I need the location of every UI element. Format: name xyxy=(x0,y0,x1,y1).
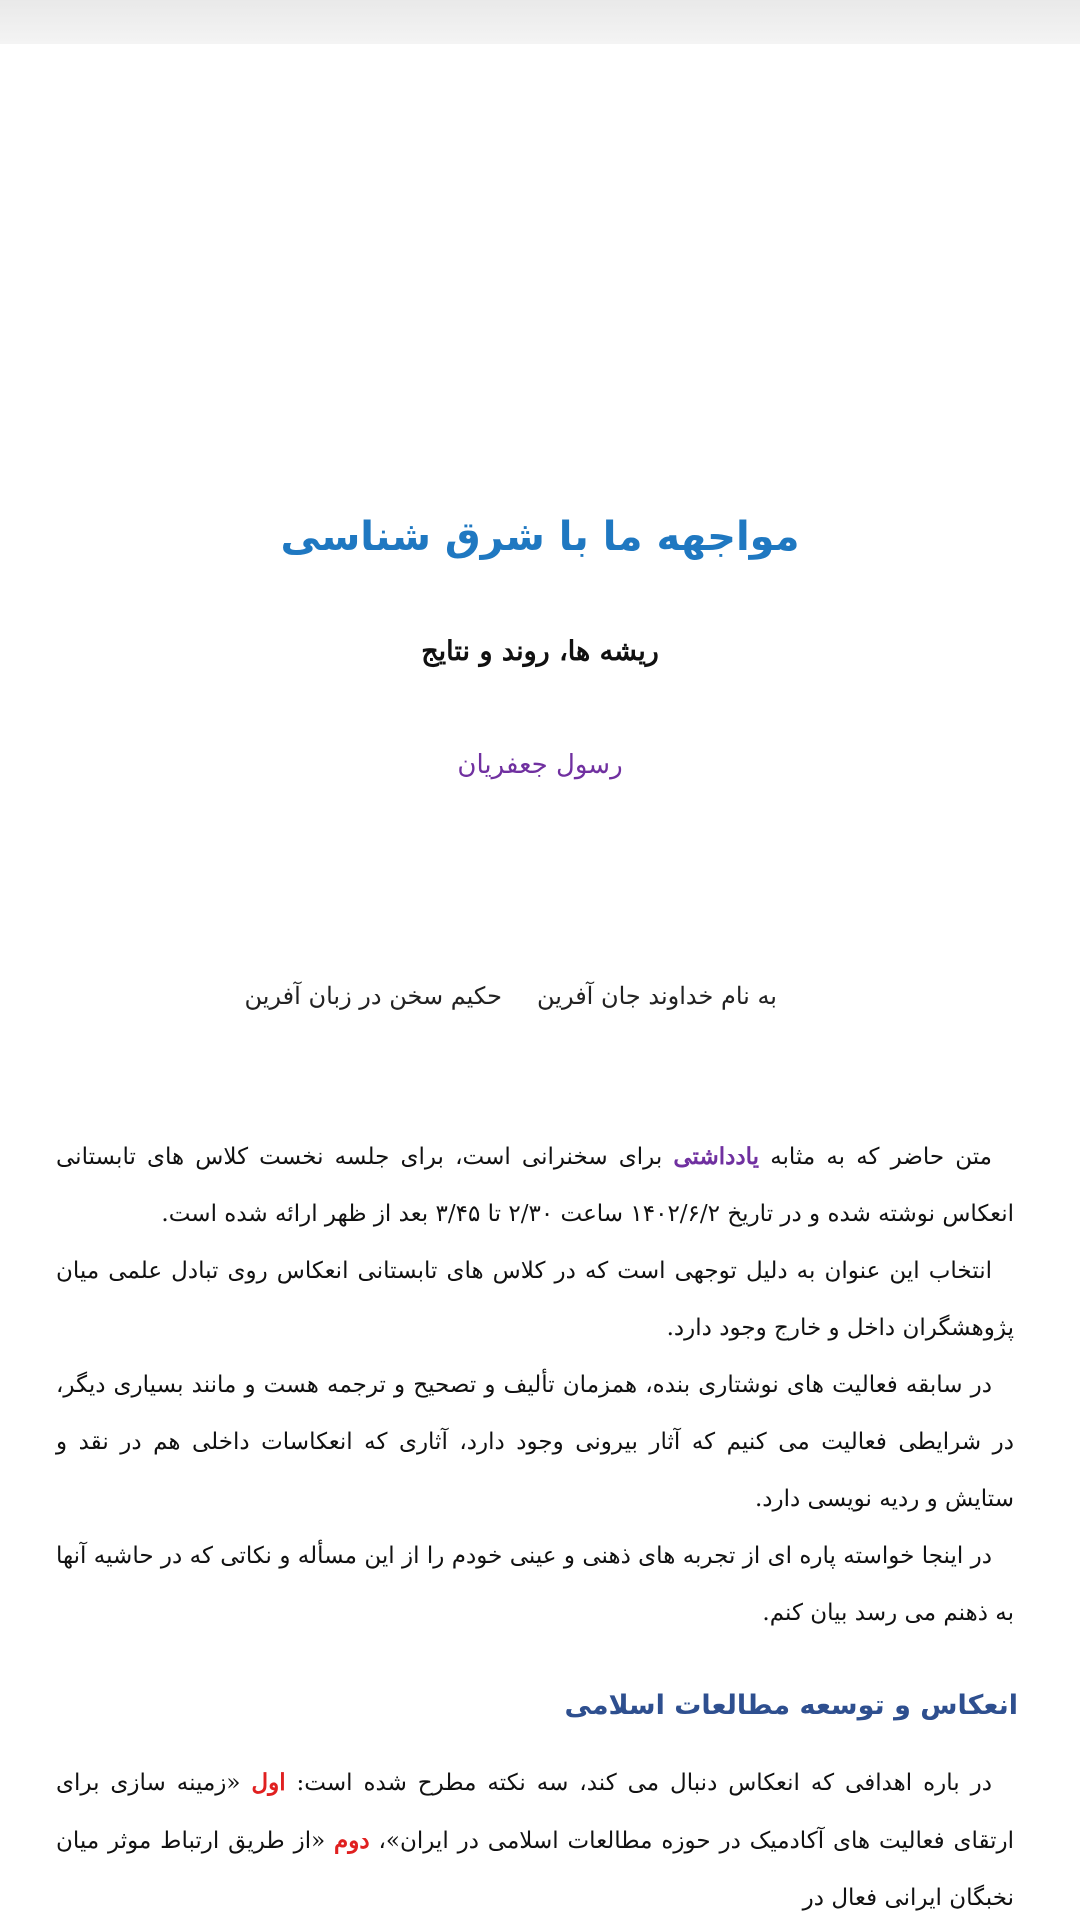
intro-text xyxy=(56,1128,1014,1642)
section-text xyxy=(56,1754,1014,1920)
section-part-1: در باره اهدافی که انعکاس دنبال می کند، سه نکته مطرح شده است: xyxy=(285,1770,992,1796)
poem-hemistich-1: به نام خداوند جان آفرین xyxy=(537,982,777,1010)
section-heading: انعکاس و توسعه مطالعات اسلامی xyxy=(564,1690,1018,1721)
top-status-bar xyxy=(0,0,1080,45)
document-author: رسول جعفریان xyxy=(457,750,623,780)
document-page xyxy=(0,44,1080,1920)
opening-poem xyxy=(0,982,1080,1022)
paragraph-2: انتخاب این عنوان به دلیل توجهی است که در کلاس های تابستانی انعکاس روی تبادل علمی میان پژوهشگران داخل و خارج وجود دارد. xyxy=(56,1258,1014,1341)
section-part-2: «زمینه سازی برای ارتقای فعالیت های آکادمیک در حوزه مطالعات اسلامی در ایران»، xyxy=(56,1770,1014,1854)
first-point-label: اول xyxy=(251,1769,286,1796)
poem-hemistich-2: حکیم سخن در زبان آفرین xyxy=(244,982,502,1010)
paragraph-3: در سابقه فعالیت های نوشتاری بنده، همزمان تألیف و تصحیح و ترجمه هست و مانند بسیاری دیگر، در شرایطی فعالیت می کنیم که آثار بیرونی وجود دارد، آثاری که انعکاسات داخلی هم در نقد و ستایش و ردیه نویسی دارد. xyxy=(56,1372,1014,1512)
second-point-label: دوم xyxy=(334,1827,370,1854)
paragraph-4: در اینجا خواسته پاره ای از تجربه های ذهنی و عینی خودم را از این مسأله و نکاتی که در حاشیه آنها به ذهنم می رسد بیان کنم. xyxy=(56,1543,1014,1626)
section-part-3: «از طریق ارتباط موثر میان نخبگان ایرانی فعال در xyxy=(56,1828,1014,1911)
highlight-term: یادداشتی xyxy=(673,1143,760,1170)
paragraph-1-start: متن حاضر که به مثابه xyxy=(759,1144,992,1170)
paragraph-1 xyxy=(56,1128,1014,1243)
paragraph-1-end: برای سخنرانی است، برای جلسه نخست کلاس های تابستانی انعکاس نوشته شده و در تاریخ ۱۴۰۲/۶/۲ ساعت ۲/۳۰ تا ۳/۴۵ بعد از ظهر ارائه شده است. xyxy=(56,1144,1014,1227)
document-title: مواجهه ما با شرق شناسی xyxy=(280,514,800,560)
document-subtitle: ریشه ها، روند و نتایج xyxy=(421,636,659,667)
section-paragraph xyxy=(56,1754,1014,1920)
